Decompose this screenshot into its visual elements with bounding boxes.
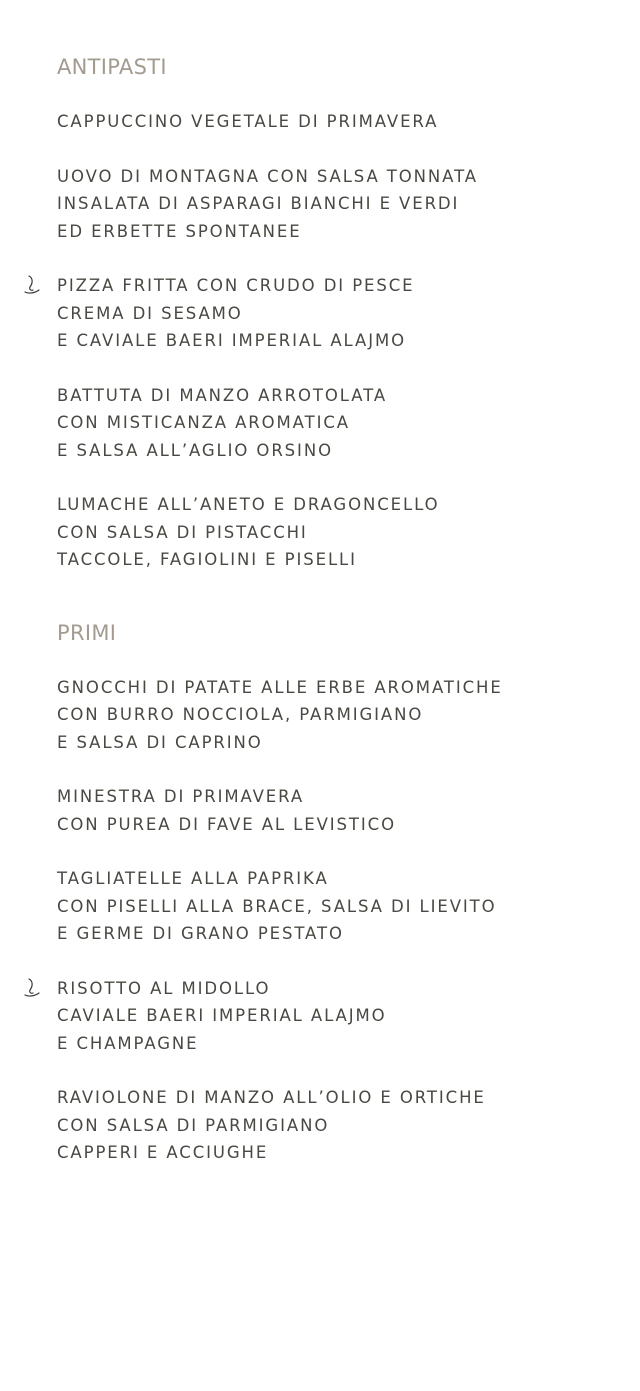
dish-line: E CAVIALE BAERI IMPERIAL ALAJMO (57, 331, 407, 350)
dish-line: E GERME DI GRANO PESTATO (57, 924, 344, 943)
signature-mark-icon (21, 274, 41, 296)
dish-item (57, 272, 617, 355)
dish-line: CON SALSA DI PARMIGIANO (57, 1115, 330, 1135)
dish-line: MINESTRA DI PRIMAVERA (57, 787, 305, 806)
dish-item (57, 382, 617, 465)
dish-item (57, 865, 617, 948)
dish-line: CON PISELLI ALLA BRACE, SALSA DI LIEVITO (57, 896, 497, 916)
signature-mark-icon (21, 977, 41, 999)
dish-line: CON MISTICANZA AROMATICA (57, 413, 350, 432)
dish-line: E CHAMPAGNE (57, 1033, 199, 1053)
section-title: PRIMI (57, 620, 117, 645)
dish-line: TAGLIATELLE ALLA PAPRIKA (57, 869, 329, 888)
dish-line: CON PUREA DI FAVE AL LEVISTICO (57, 814, 396, 834)
dish-line: TACCOLE, FAGIOLINI E PISELLI (57, 550, 357, 569)
dish-line: INSALATA DI ASPARAGI BIANCHI E VERDI (57, 194, 460, 213)
dish-line: BATTUTA DI MANZO ARROTOLATA (57, 385, 388, 405)
section-antipasti (57, 53, 617, 574)
dish-item (57, 1084, 617, 1167)
dish-item (57, 163, 617, 246)
dish-line: CON BURRO NOCCIOLA, PARMIGIANO (57, 705, 424, 724)
dish-line: LUMACHE ALL’ANETO E DRAGONCELLO (57, 495, 440, 514)
dish-line: CAPPUCCINO VEGETALE DI PRIMAVERA (57, 112, 439, 131)
dish-line: CREMA DI SESAMO (57, 303, 243, 323)
dish-line: CAVIALE BAERI IMPERIAL ALAJMO (57, 1006, 387, 1025)
dish-line: ED ERBETTE SPONTANEE (57, 221, 302, 241)
dish-item (57, 783, 617, 838)
dish-line: CON SALSA DI PISTACCHI (57, 522, 308, 542)
section-primi (57, 619, 617, 1167)
dish-line: E SALSA ALL’AGLIO ORSINO (57, 440, 333, 460)
dish-line: RAVIOLONE DI MANZO ALL’OLIO E ORTICHE (57, 1088, 486, 1107)
section-title: ANTIPASTI (57, 55, 167, 79)
dish-line: E SALSA DI CAPRINO (57, 732, 263, 752)
dish-line: PIZZA FRITTA CON CRUDO DI PESCE (57, 276, 415, 295)
dish-line: CAPPERI E ACCIUGHE (57, 1143, 269, 1162)
dish-item (57, 108, 617, 136)
dish-item (57, 674, 617, 757)
menu-page (57, 53, 617, 1194)
dish-line: GNOCCHI DI PATATE ALLE ERBE AROMATICHE (57, 677, 503, 697)
dish-item (57, 491, 617, 574)
dish-line: UOVO DI MONTAGNA CON SALSA TONNATA (57, 166, 478, 186)
dish-item (57, 975, 617, 1058)
dish-line: RISOTTO AL MIDOLLO (57, 978, 271, 998)
